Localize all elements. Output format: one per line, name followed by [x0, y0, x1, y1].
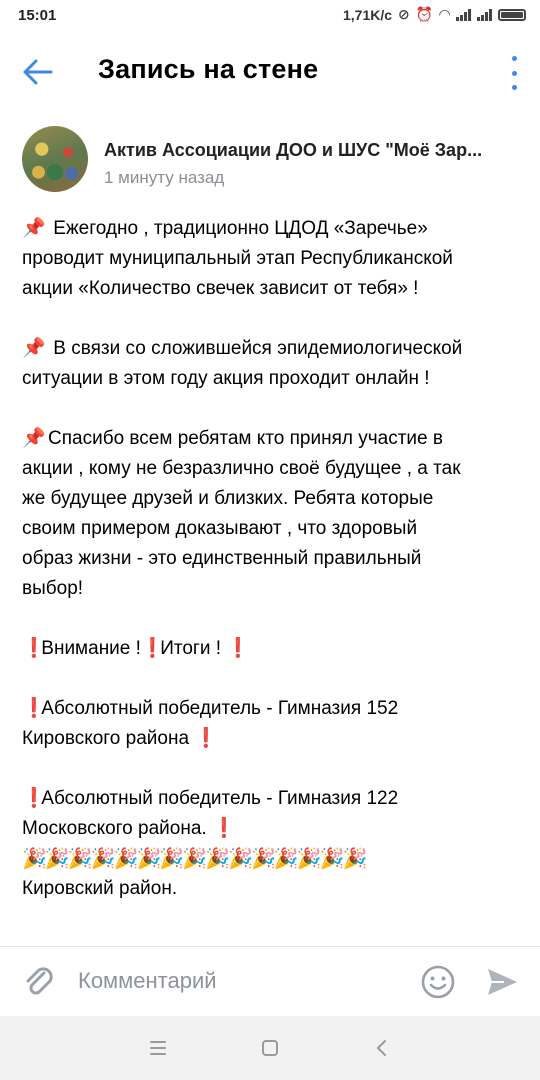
post-time: 1 минуту назад [104, 168, 225, 187]
signal-icon-2 [477, 9, 492, 21]
post-line: же будущее друзей и близких. Ребята которые [22, 488, 434, 509]
winner-district: Московского района. [22, 818, 207, 839]
paperclip-icon[interactable] [20, 963, 58, 1001]
exclamation-icon: ❗ [194, 728, 218, 749]
comment-bar [0, 946, 540, 1017]
system-nav-bar [0, 1016, 540, 1080]
avatar[interactable] [22, 126, 88, 192]
post-line-text: В связи со сложившейся эпидемиологической [53, 338, 463, 359]
post-line [22, 334, 522, 364]
wifi-icon: ◠ [439, 6, 450, 22]
signal-icon [456, 9, 471, 21]
winner-text: Абсолютный победитель - Гимназия 152 [41, 698, 399, 719]
mute-icon: ⊘ [398, 6, 410, 22]
party-popper-icons: 🎉🎉🎉🎉🎉🎉🎉🎉🎉🎉🎉🎉🎉🎉🎉 [22, 848, 366, 870]
post-line [22, 214, 522, 244]
post-text [22, 214, 522, 904]
post-line [22, 694, 522, 724]
page-title: Запись на стене [98, 54, 319, 84]
alarm-icon: ⏰ [415, 6, 434, 22]
results-text: Итоги ! [160, 638, 222, 659]
post-line: Кировский район. [22, 878, 178, 899]
post-line [22, 724, 522, 754]
smile-icon[interactable] [419, 963, 457, 1001]
exclamation-icon: ❗ [140, 638, 165, 659]
status-indicators [343, 6, 526, 23]
pin-icon: 📌 [22, 338, 46, 359]
post-line: образ жизни - это единственный правильный [22, 548, 422, 569]
network-speed: 1,71K/c [343, 6, 393, 23]
post-line: акции , кому не безразлично своё будущее , а так [22, 458, 461, 479]
home-icon[interactable] [254, 1032, 286, 1064]
post-line: своим примером доказывают , что здоровый [22, 518, 418, 539]
menu-icon[interactable] [142, 1032, 174, 1064]
status-time: 15:01 [18, 7, 57, 24]
post-line-text: Ежегодно , традиционно ЦДОД «Заречье» [53, 218, 428, 239]
send-icon[interactable] [484, 964, 520, 1000]
back-arrow-icon[interactable] [18, 54, 58, 90]
exclamation-icon: ❗ [22, 788, 46, 809]
winner-text: Абсолютный победитель - Гимназия 122 [41, 788, 399, 809]
exclamation-icon: ❗ [226, 638, 250, 659]
attention-text: Внимание ! [41, 638, 141, 659]
post-line [22, 814, 522, 844]
more-vertical-icon[interactable] [508, 56, 520, 90]
post-line: проводит муниципальный этап Республиканской [22, 248, 453, 269]
post-line [22, 424, 522, 454]
app-header [0, 34, 540, 108]
winner-district: Кировского района [22, 728, 190, 749]
pin-icon: 📌 [22, 428, 46, 449]
exclamation-icon: ❗ [22, 698, 46, 719]
post-line [22, 784, 522, 814]
post-line: ситуации в этом году акция проходит онлайн ! [22, 368, 430, 389]
battery-icon [498, 9, 526, 21]
post-line: выбор! [22, 578, 84, 599]
post-line: акции «Количество свечек зависит от тебя» ! [22, 278, 419, 299]
comment-input[interactable] [78, 961, 398, 1001]
post-line-text: Спасибо всем ребятам кто принял участие в [48, 428, 443, 449]
pin-icon: 📌 [22, 218, 46, 239]
status-bar [0, 0, 540, 34]
author-name[interactable]: Актив Ассоциации ДОО и ШУС "Моё Зар... [104, 140, 483, 160]
exclamation-icon: ❗ [22, 638, 46, 659]
post-header [0, 126, 540, 198]
post-line [22, 634, 522, 664]
exclamation-icon: ❗ [211, 818, 236, 839]
back-icon[interactable] [366, 1032, 398, 1064]
